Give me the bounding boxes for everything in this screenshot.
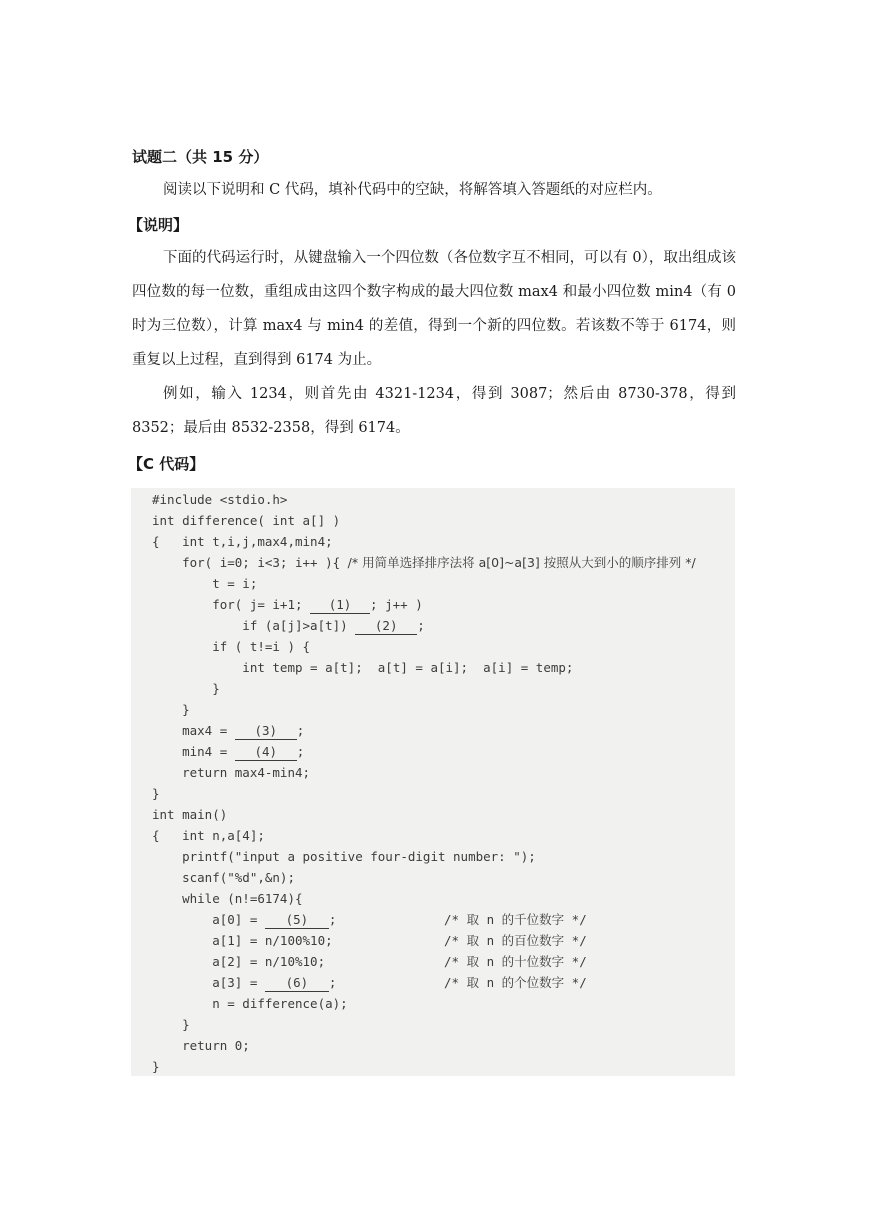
code-line-25: n = difference(a);: [152, 996, 348, 1011]
code-line-6: for( j= i+1; (1) ; j++ ): [152, 597, 423, 612]
code-line-14: return max4-min4;: [152, 765, 311, 780]
code-line-8: if ( t!=i ) {: [152, 639, 311, 654]
description-paragraph-2: 例如，输入 1234，则首先由 4321-1234，得到 3087；然后由 8730-378，得到 8352；最后由 8532-2358，得到 6174。: [132, 386, 736, 436]
code-line-15: }: [152, 786, 160, 801]
code-line-17: { int n,a[4];: [152, 828, 265, 843]
code-line-5: t = i;: [152, 576, 258, 591]
comment-tens: /* 取 n 的十位数字 */: [444, 954, 587, 969]
code-line-26: }: [152, 1017, 190, 1032]
code-line-28: }: [152, 1059, 160, 1074]
code-line-10: }: [152, 681, 220, 696]
code-line-13: min4 = (4) ;: [152, 744, 305, 759]
code-line-7: if (a[j]>a[t]) (2) ;: [152, 618, 425, 633]
code-line-4: [152, 552, 696, 573]
comment-ones: /* 取 n 的个位数字 */: [444, 975, 587, 990]
code-line-16: int main(): [152, 807, 228, 822]
code-line-18: printf("input a positive four-digit number: ");: [152, 849, 536, 864]
section-heading-description: 【说明】: [128, 216, 189, 234]
question-title: 试题二（共 15 分）: [132, 148, 269, 166]
code-line-2: int difference( int a[] ): [152, 513, 341, 528]
code-listing: [131, 488, 735, 1076]
code-line-24: a[3] = (6) ;: [152, 975, 337, 990]
code-line-9: int temp = a[t]; a[t] = a[i]; a[i] = temp;: [152, 660, 574, 675]
section-heading-code: 【C 代码】: [128, 455, 205, 473]
code-line-23: a[2] = n/10%10;: [152, 954, 326, 969]
code-line-4-code: for( i=0; i<3; i++ ){: [152, 555, 348, 570]
code-line-11: }: [152, 702, 190, 717]
code-line-21: a[0] = (5) ;: [152, 912, 337, 927]
intro-paragraph: 阅读以下说明和 C 代码，填补代码中的空缺，将解答填入答题纸的对应栏内。: [163, 182, 662, 198]
comment-hundreds: /* 取 n 的百位数字 */: [444, 933, 587, 948]
blank-5: (5): [265, 911, 329, 929]
blank-4: (4): [235, 743, 297, 761]
comment-thousands: /* 取 n 的千位数字 */: [444, 912, 587, 927]
blank-1: (1): [310, 596, 370, 614]
code-line-3: { int t,i,j,max4,min4;: [152, 534, 333, 549]
description-paragraph-1: 下面的代码运行时，从键盘输入一个四位数（各位数字互不相同，可以有 0），取出组成该四位数的每一位数，重组成由这四个数字构成的最大四位数 max4 和最小四位数 min4（有 0 时为三位数），计算 max4 与 min4 的差值，得到一个新的四位数。若该数不等于 6174，则重复以上过程，直到得到 6174 为止。: [132, 250, 736, 368]
blank-6: (6): [265, 974, 329, 992]
sort-comment: /* 用简单选择排序法将 a[0]~a[3] 按照从大到小的顺序排列 */: [347, 555, 696, 570]
code-line-19: scanf("%d",&n);: [152, 870, 295, 885]
code-line-1: #include <stdio.h>: [152, 492, 288, 507]
blank-3: (3): [235, 722, 297, 740]
code-line-27: return 0;: [152, 1038, 250, 1053]
code-line-22: a[1] = n/100%10;: [152, 933, 333, 948]
code-line-12: max4 = (3) ;: [152, 723, 305, 738]
code-line-20: while (n!=6174){: [152, 891, 303, 906]
blank-2: (2): [355, 617, 417, 635]
